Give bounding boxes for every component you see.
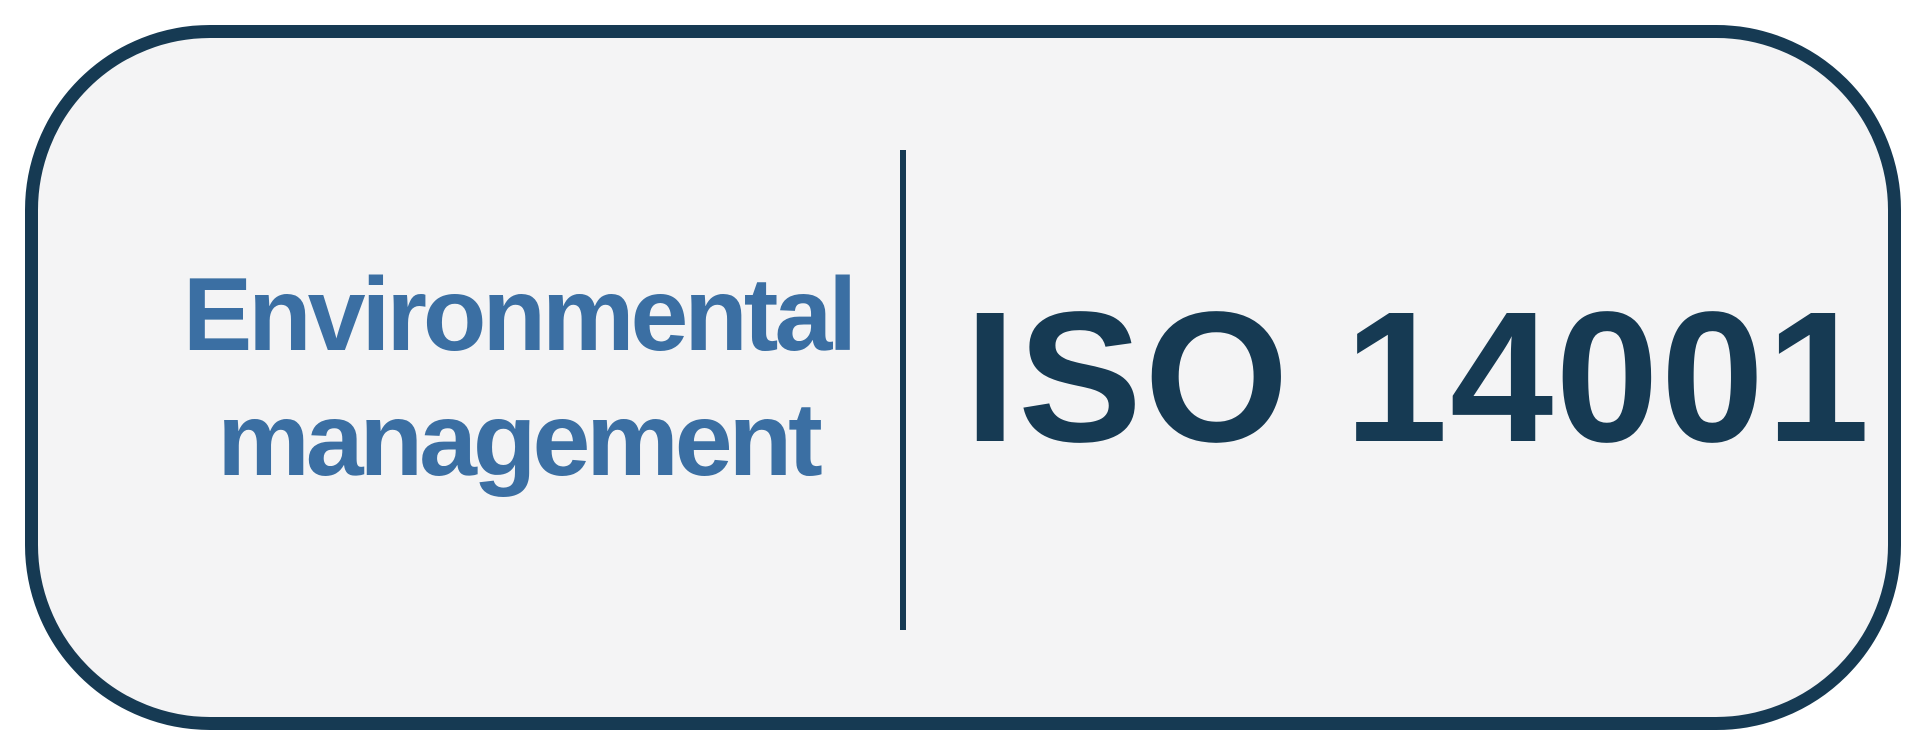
badge-label bbox=[133, 38, 903, 717]
standard-title: ISO 14001 bbox=[964, 274, 1872, 481]
label-line-management: management bbox=[217, 381, 819, 498]
vertical-divider bbox=[900, 150, 906, 630]
iso-certification-badge bbox=[25, 25, 1901, 730]
label-line-environmental: Environmental bbox=[182, 256, 854, 373]
